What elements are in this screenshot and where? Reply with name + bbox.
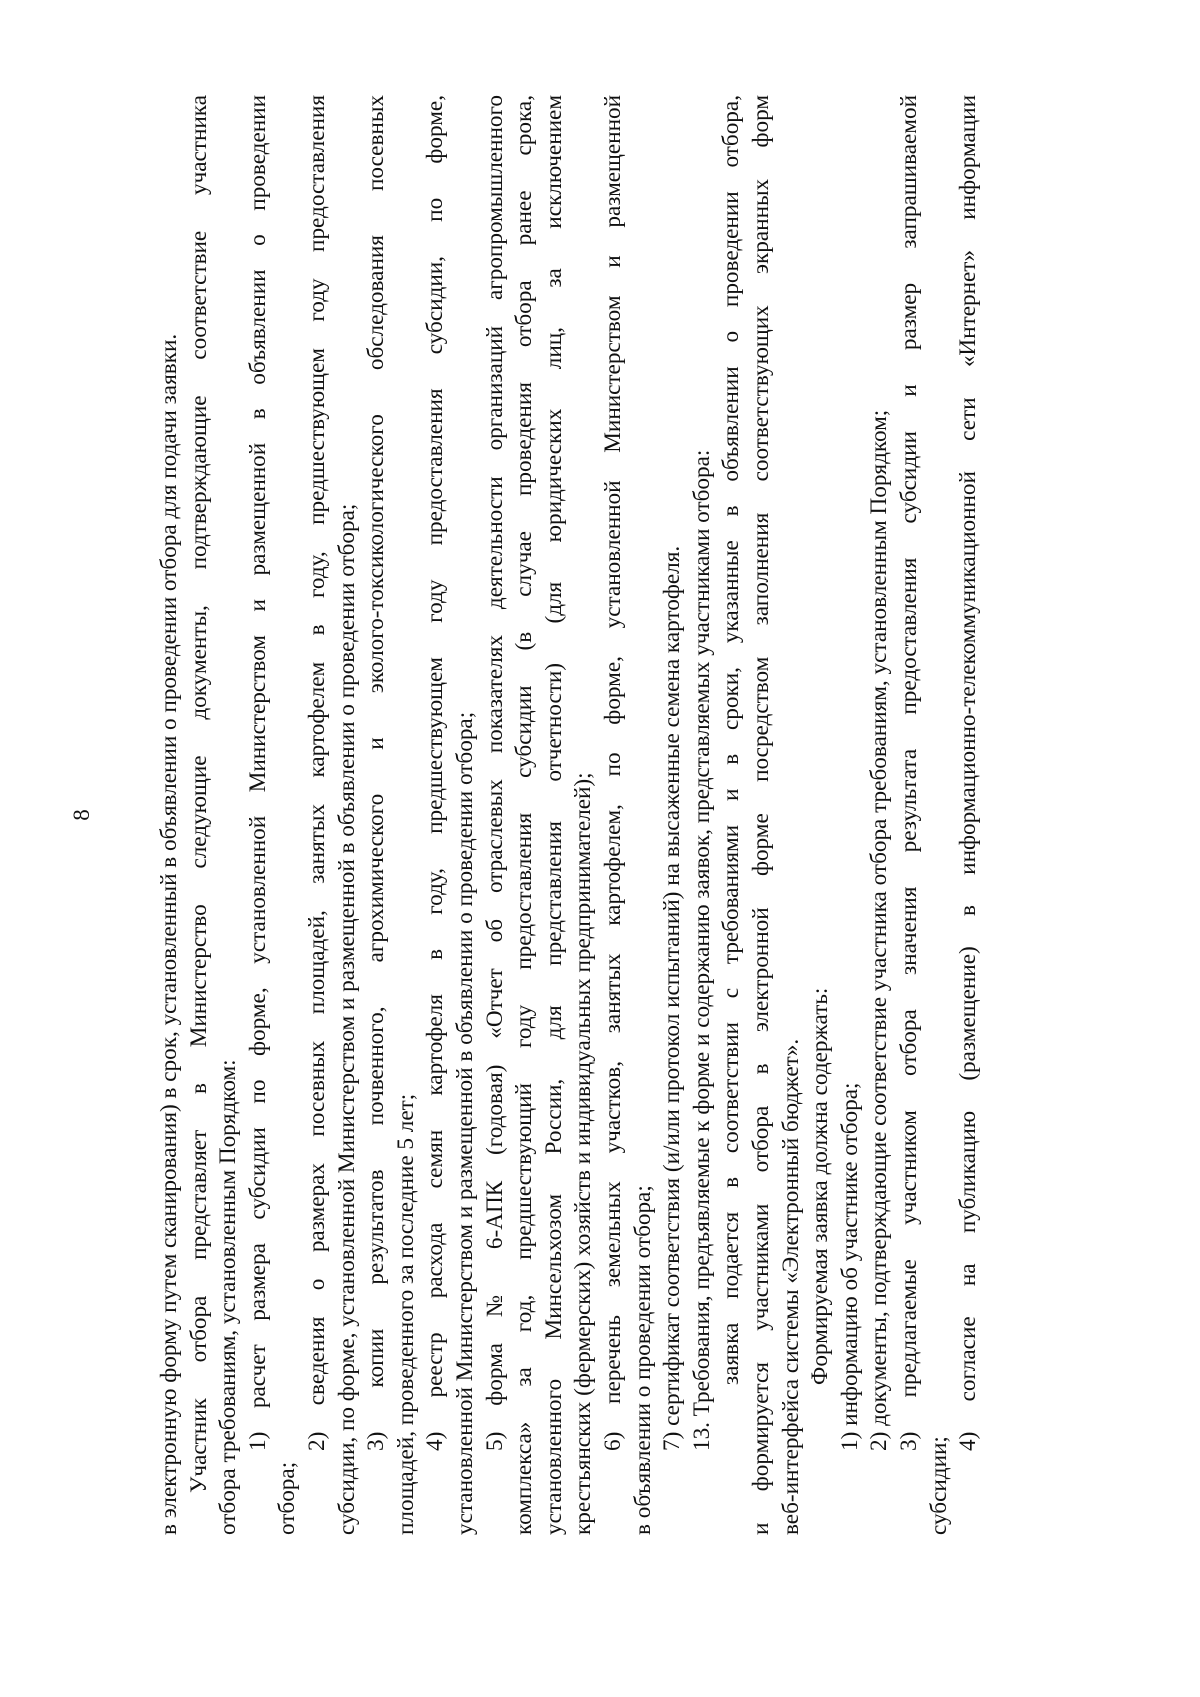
document-line: 7) сертификат соответствия (и/или протокол испытаний) на высаженные семена картофеля. — [659, 545, 686, 1451]
document-line: отбора требованиям, установленным Порядком: — [215, 1059, 242, 1535]
page-number: 8 — [69, 809, 94, 821]
document-line: 3) предлагаемые участником отбора значения результата предоставления субсидии и размер запрашиваемой — [896, 95, 922, 1451]
document-line: 2) документы, подтверждающие соответствие участника отбора требованиям, установленным Порядком; — [866, 409, 893, 1451]
document-line: Участник отбора представляет в Министерство следующие документы, подтверждающие соответствие участника — [185, 95, 212, 1493]
document-line: комплекса» за год, предшествующий году предоставления субсидии (в случае проведения отбора ранее срока, — [511, 95, 538, 1535]
document-line: Формируемая заявка должна содержать: — [807, 987, 834, 1385]
document-line: субсидии, по форме, установленной Министерством и размещенной в объявлении о проведении отбора; — [333, 503, 360, 1535]
document-line: 4) согласие на публикацию (размещение) в информационно-телекоммуникационной сети «Интернет» информации — [955, 95, 982, 1451]
document-line: заявка подается в соответствии с требованиями и в сроки, указанные в объявлении о проведении отбора, — [718, 95, 745, 1385]
document-line: 4) реестр расхода семян картофеля в году, предшествующем году предоставления субсидии, по форме, — [422, 95, 449, 1451]
document-line: установленного Минсельхозом России, для представления отчетности) (для юридических лиц, за исключением — [540, 95, 567, 1535]
document-line: площадей, проведенного за последние 5 лет; — [392, 1093, 419, 1535]
document-line: 6) перечень земельных участков, занятых картофелем, по форме, установленной Министерством и размещенной — [600, 95, 626, 1451]
document-line: 5) форма № 6-АПК (годовая) «Отчет об отраслевых показателях деятельности организаций агропромышленного — [481, 95, 508, 1451]
document-line: 2) сведения о размерах посевных площадей, занятых картофелем в году, предшествующем году предоставления — [304, 95, 330, 1451]
document-line: субсидии; — [925, 1436, 952, 1535]
document-line: 1) расчет размера субсидии по форме, установленной Министерством и размещенной в объявлении о проведении — [244, 95, 271, 1451]
document-line: 1) информацию об участнике отбора; — [836, 1082, 863, 1451]
document-line: 3) копии результатов почвенного, агрохимического и эколого-токсикологического обследования посевных — [363, 95, 390, 1451]
document-line: установленной Министерством и размещенной в объявлении о проведении отбора; — [452, 711, 478, 1535]
document-line: крестьянских (фермерских) хозяйств и индивидуальных предпринимателей); — [570, 772, 597, 1535]
document-line: веб-интерфейса системы «Электронный бюджет». — [777, 1038, 804, 1535]
document-line: и формируется участниками отбора в электронной форме посредством заполнения соответствующих экранных форм — [748, 95, 774, 1535]
document-line: в объявлении о проведении отбора; — [629, 1185, 656, 1535]
document-line: в электронную форму путем сканирования) в срок, установленный в объявлении о проведении отбора для подачи заявки. — [156, 333, 182, 1535]
document-line: 13. Требования, предъявляемые к форме и содержанию заявок, представляемых участниками отбора: — [688, 449, 715, 1451]
rotated-document-body — [69, 95, 1055, 1535]
document-line: отбора; — [274, 1461, 301, 1535]
